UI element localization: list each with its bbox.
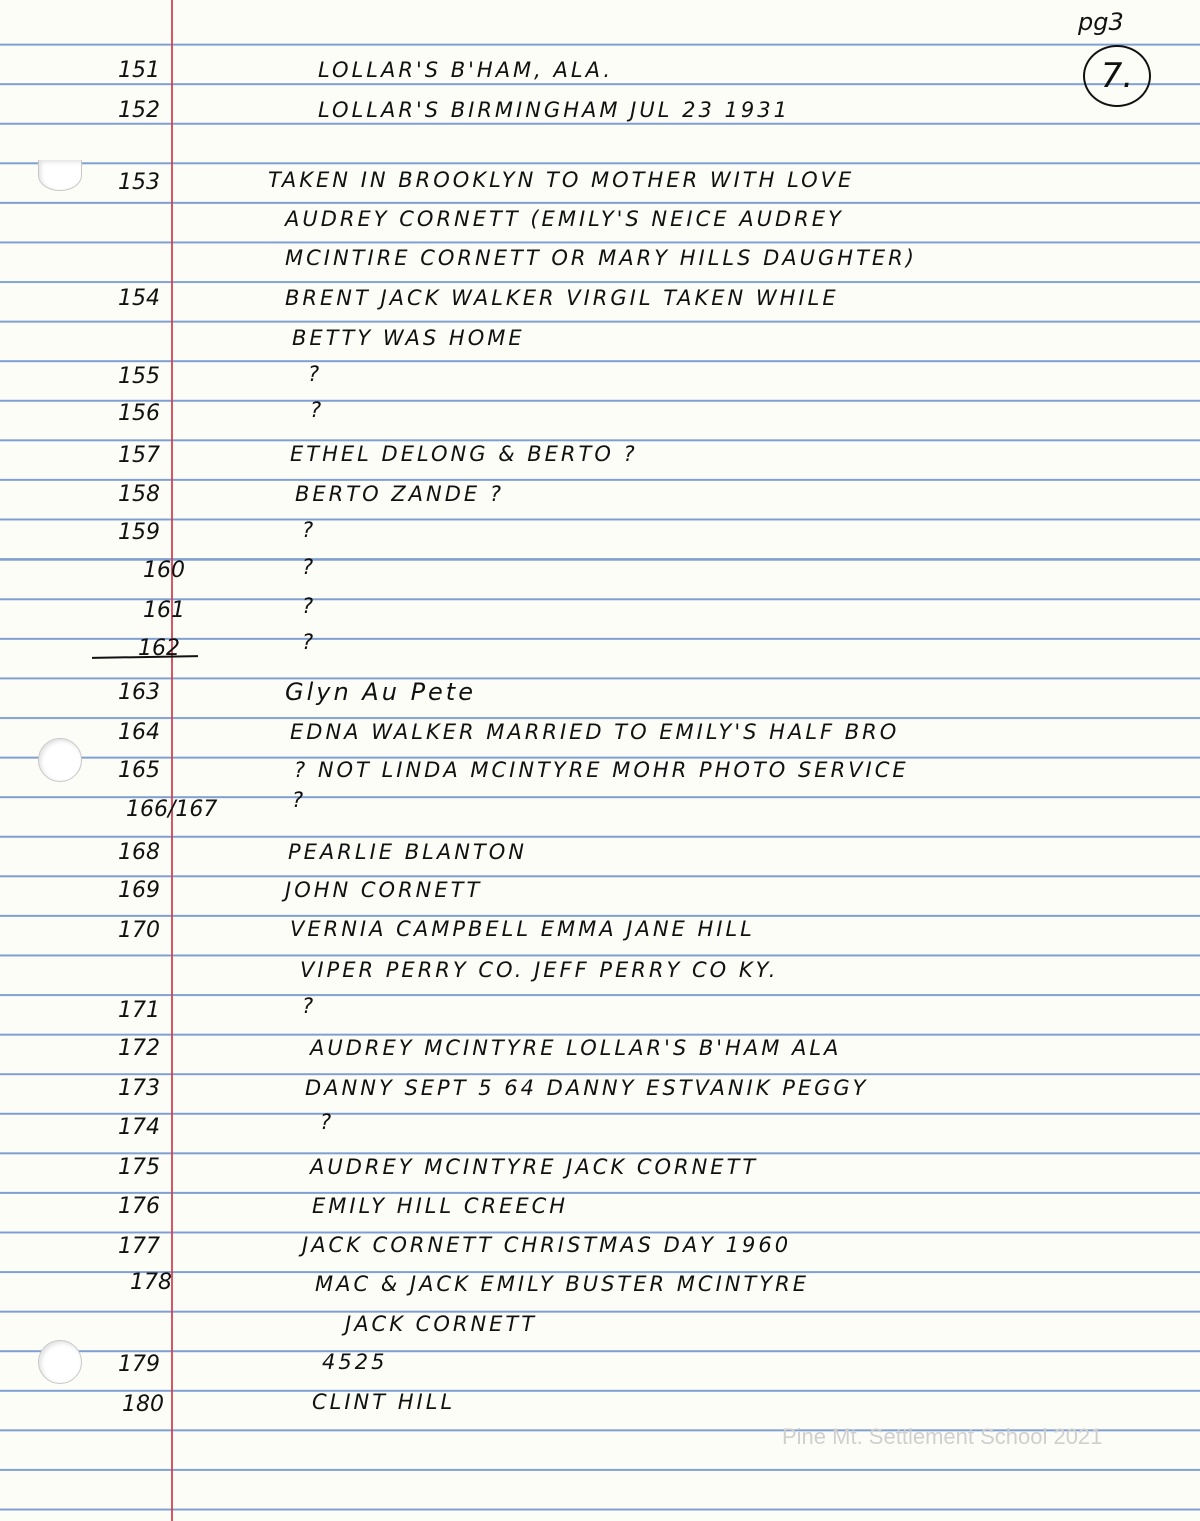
entry-text: MCINTIRE CORNETT OR MARY HILLS DAUGHTER) xyxy=(285,246,917,270)
entry-text: LOLLAR'S BIRMINGHAM JUL 23 1931 xyxy=(318,98,790,122)
entry-text: ? xyxy=(292,788,307,812)
entry-number: 169 xyxy=(118,878,160,903)
entry-text: JOHN CORNETT xyxy=(285,878,483,902)
entry-text: AUDREY MCINTYRE JACK CORNETT xyxy=(310,1155,759,1179)
entry-number: 160 xyxy=(143,558,185,583)
entry-number: 176 xyxy=(118,1194,160,1219)
entry-text: DANNY SEPT 5 64 DANNY ESTVANIK PEGGY xyxy=(305,1076,869,1100)
entry-number: 164 xyxy=(118,720,160,745)
entry-number: 166/167 xyxy=(126,797,218,822)
entry-text: BRENT JACK WALKER VIRGIL TAKEN WHILE xyxy=(285,286,839,310)
entry-number: 162 xyxy=(138,636,180,661)
entry-number: 179 xyxy=(118,1352,160,1377)
entry-text: ETHEL DELONG & BERTO ? xyxy=(290,442,638,466)
entry-number: 156 xyxy=(118,401,160,426)
entry-number: 165 xyxy=(118,758,160,783)
entry-number: 180 xyxy=(122,1392,164,1417)
entry-text: MAC & JACK EMILY BUSTER MCINTYRE xyxy=(315,1272,809,1296)
watermark: Pine Mt. Settlement School 2021 xyxy=(782,1424,1103,1449)
entry-text: 4525 xyxy=(322,1350,388,1374)
entry-number: 171 xyxy=(118,998,160,1023)
entry-text: Glyn Au Pete xyxy=(285,678,476,706)
entry-text: TAKEN IN BROOKLYN TO MOTHER WITH LOVE xyxy=(268,168,855,192)
entry-text: VERNIA CAMPBELL EMMA JANE HILL xyxy=(290,917,755,941)
entry-number: 175 xyxy=(118,1155,160,1180)
binder-hole xyxy=(38,160,82,191)
entry-text: AUDREY CORNETT (EMILY'S NEICE AUDREY xyxy=(285,207,844,231)
entry-text: ? xyxy=(310,398,325,422)
entry-number: 172 xyxy=(118,1036,160,1061)
entry-number: 177 xyxy=(118,1234,160,1259)
binder-hole xyxy=(38,1340,82,1384)
entry-text: BERTO ZANDE ? xyxy=(295,482,505,506)
entry-text: ? xyxy=(302,594,317,618)
entry-number: 154 xyxy=(118,286,160,311)
entry-text: ? xyxy=(308,362,323,386)
binder-hole xyxy=(38,738,82,782)
entry-text: ? xyxy=(302,518,317,542)
entry-text: ? xyxy=(302,994,317,1018)
entry-text: EMILY HILL CREECH xyxy=(312,1194,569,1218)
entry-number: 178 xyxy=(130,1270,172,1295)
entry-text: ? NOT LINDA MCINTYRE MOHR PHOTO SERVICE xyxy=(294,758,909,782)
entry-number: 152 xyxy=(118,98,160,123)
entry-number: 157 xyxy=(118,443,160,468)
entry-text: JACK CORNETT CHRISTMAS DAY 1960 xyxy=(302,1233,792,1257)
entry-number: 153 xyxy=(118,170,160,195)
entry-text: ? xyxy=(302,630,317,654)
entry-number: 158 xyxy=(118,482,160,507)
entry-number: 151 xyxy=(118,58,160,83)
entry-number: 155 xyxy=(118,364,160,389)
circled-page-number: 7. xyxy=(1083,45,1151,107)
entry-number: 161 xyxy=(143,598,185,623)
entry-number: 173 xyxy=(118,1076,160,1101)
entry-text: LOLLAR'S B'HAM, ALA. xyxy=(318,58,614,82)
page-mark: pg3 xyxy=(1078,8,1124,36)
entry-text: ? xyxy=(302,555,317,579)
entry-number: 168 xyxy=(118,840,160,865)
entry-text: CLINT HILL xyxy=(312,1390,456,1414)
entry-number: 159 xyxy=(118,520,160,545)
entry-number: 174 xyxy=(118,1115,160,1140)
entry-text: AUDREY MCINTYRE LOLLAR'S B'HAM ALA xyxy=(310,1036,842,1060)
entry-number: 163 xyxy=(118,680,160,705)
entry-text: EDNA WALKER MARRIED TO EMILY'S HALF BRO xyxy=(290,720,900,744)
entry-text: VIPER PERRY CO. JEFF PERRY CO KY. xyxy=(300,958,779,982)
entry-text: ? xyxy=(320,1110,335,1134)
entry-text: BETTY WAS HOME xyxy=(292,326,525,350)
entry-text: JACK CORNETT xyxy=(345,1312,538,1336)
entry-text: PEARLIE BLANTON xyxy=(288,840,527,864)
entry-number: 170 xyxy=(118,918,160,943)
